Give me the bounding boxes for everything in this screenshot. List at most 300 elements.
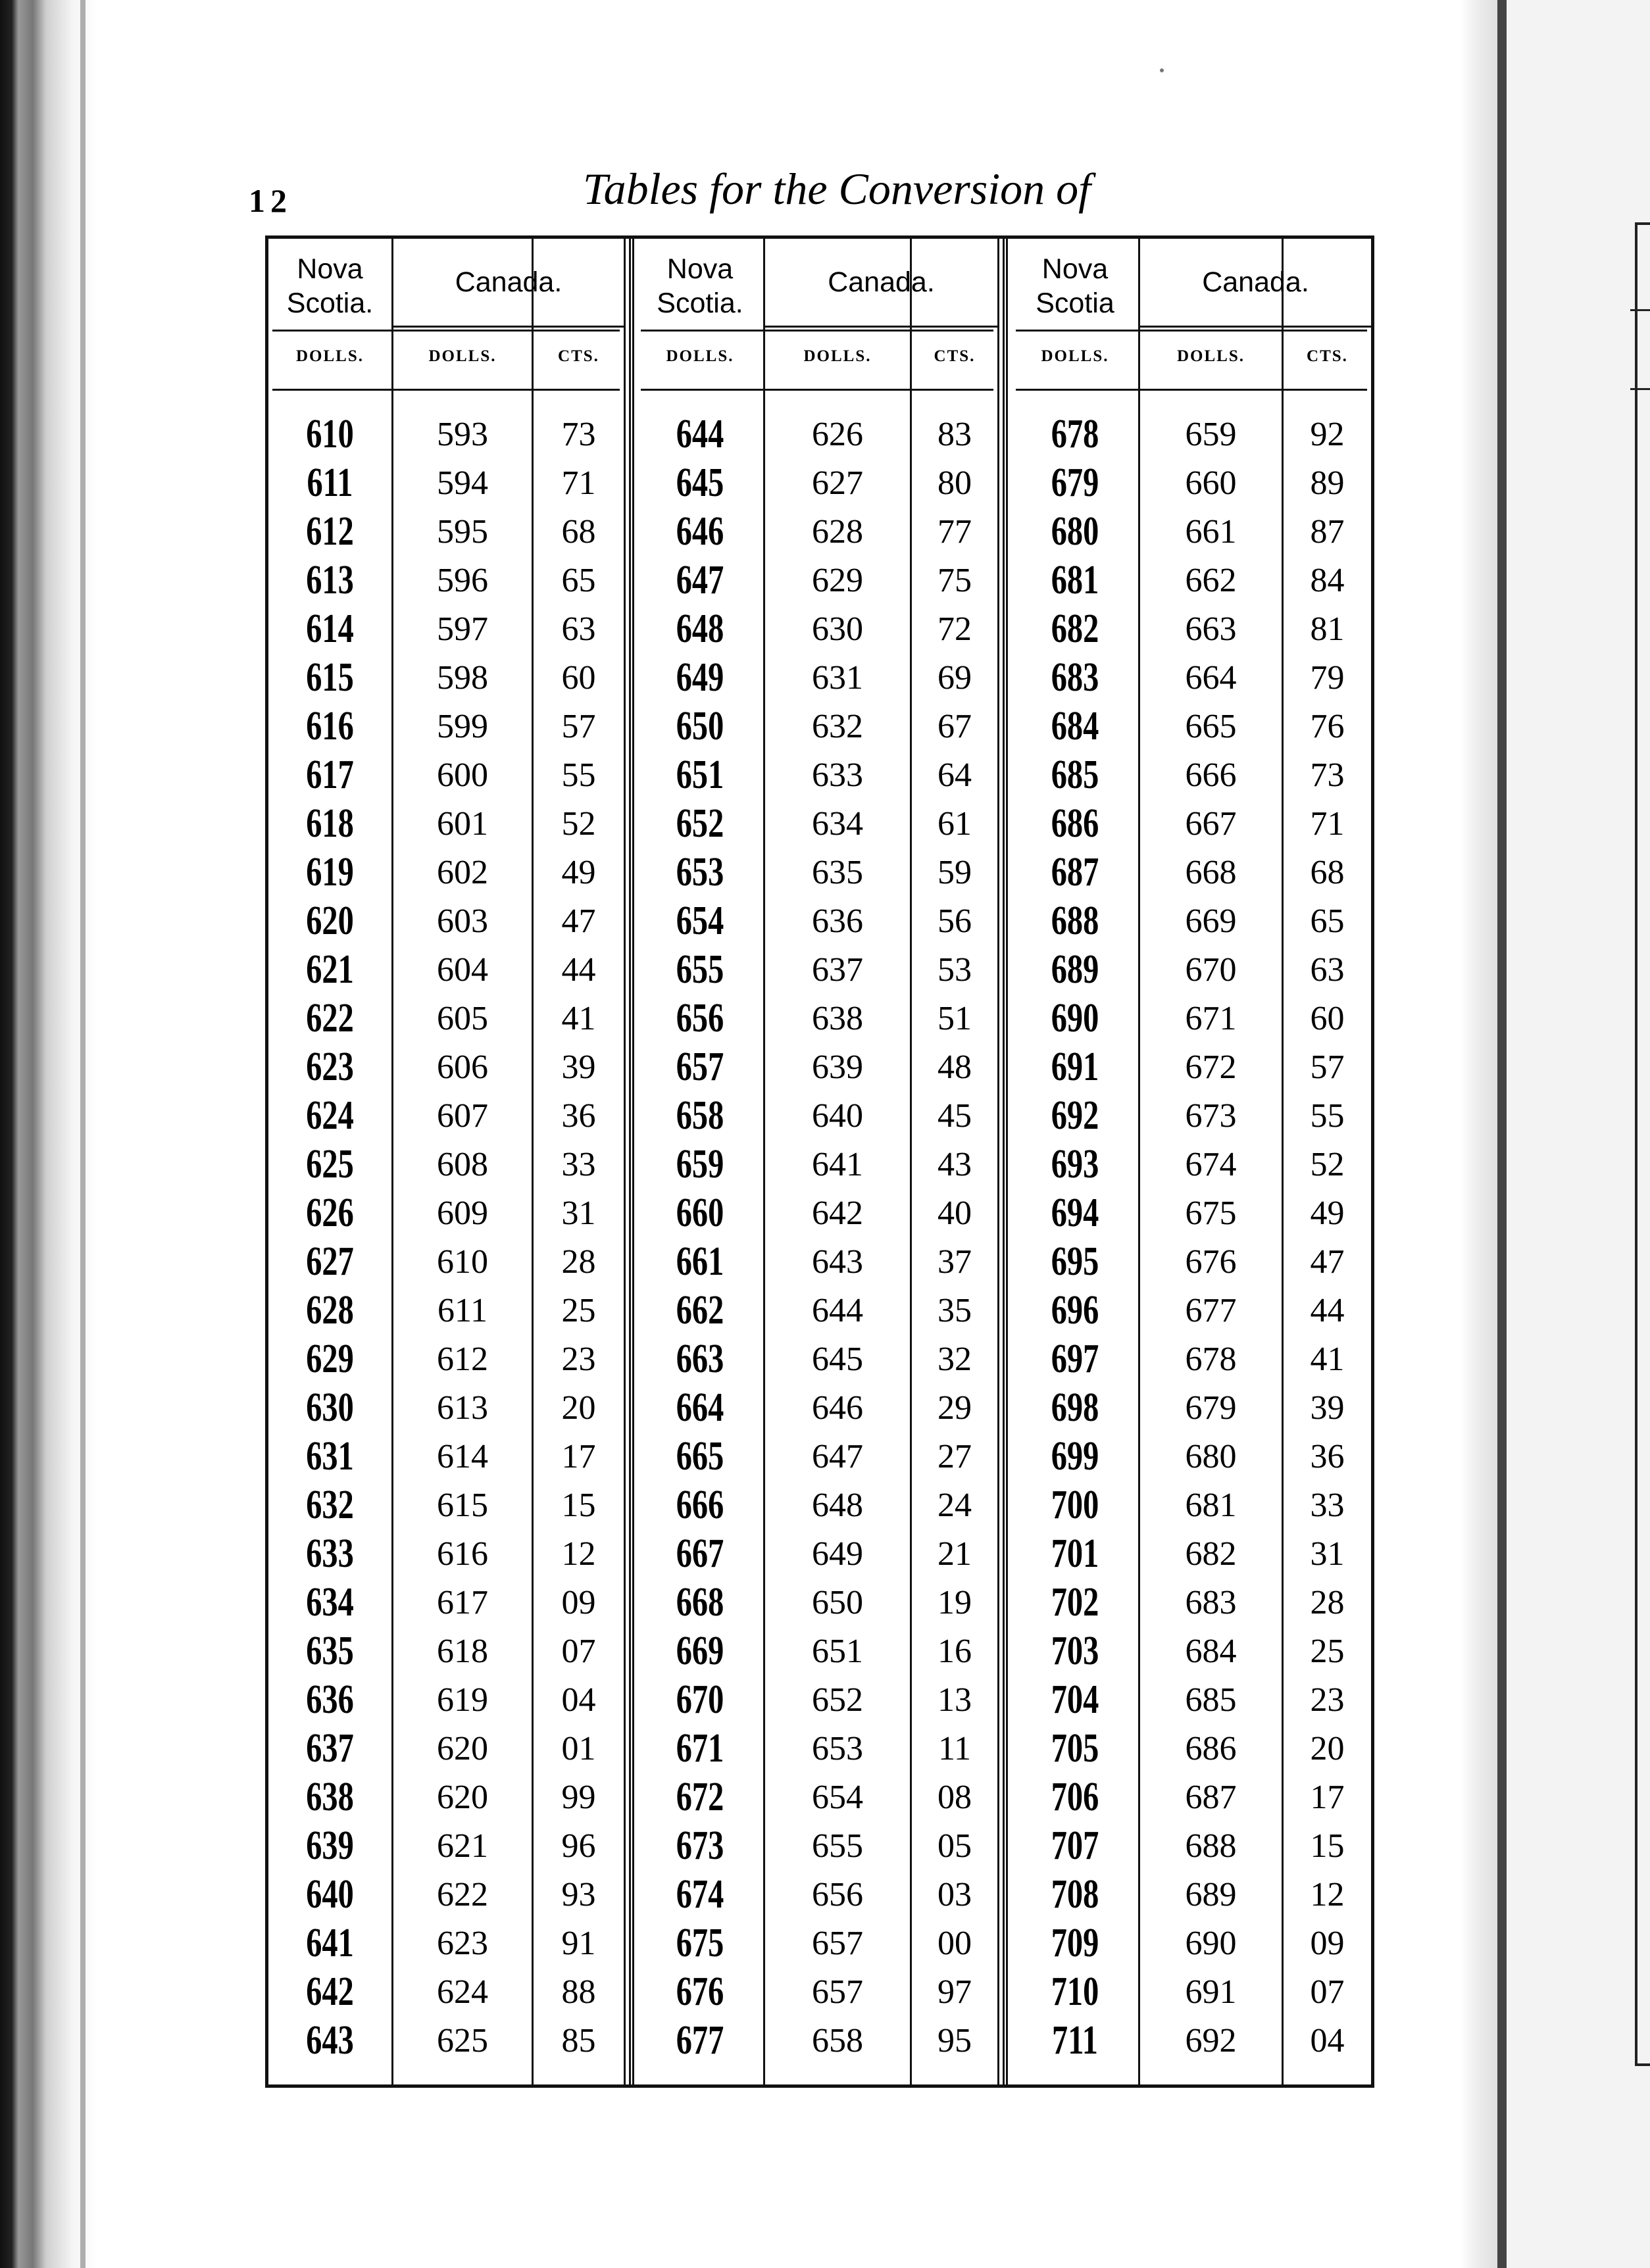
nova-scotia-dollars: 645 — [676, 460, 724, 505]
canada-cents: 76 — [1310, 708, 1345, 745]
nova-scotia-dollars: 650 — [676, 704, 724, 749]
nova-scotia-dollars: 660 — [676, 1191, 724, 1235]
canada-dollars: 676 — [1185, 1243, 1237, 1281]
nova-scotia-dollars: 613 — [306, 558, 354, 603]
canada-cents: 75 — [938, 562, 972, 599]
canada-cents: 11 — [938, 1730, 972, 1767]
canada-cents: 32 — [938, 1341, 972, 1378]
canada-dollars: 623 — [437, 1925, 488, 1962]
canada-dollars: 692 — [1185, 2022, 1237, 2059]
nova-scotia-dollars: 639 — [306, 1823, 354, 1868]
canada-cents: 24 — [938, 1487, 972, 1524]
canada-dollars: 611 — [437, 1292, 488, 1329]
canada-cents: 79 — [1310, 659, 1345, 697]
canada-cents: 28 — [561, 1243, 596, 1281]
canada-dollars: 677 — [1185, 1292, 1237, 1329]
nova-scotia-dollars: 667 — [676, 1531, 724, 1576]
running-title: Tables for the Conversion of — [583, 164, 1091, 214]
canada-dollars: 593 — [437, 416, 488, 453]
canada-dollars: 606 — [437, 1048, 488, 1086]
canada-cents: 88 — [561, 1973, 596, 2011]
canada-cents: 43 — [938, 1146, 972, 1183]
canada-dollars: 679 — [1185, 1389, 1237, 1427]
canada-dollars: 639 — [812, 1048, 863, 1086]
canada-cents: 63 — [561, 610, 596, 648]
canada-dollars: 647 — [812, 1438, 863, 1475]
canada-dollars: 596 — [437, 562, 488, 599]
canada-dollars: 660 — [1185, 464, 1237, 502]
nova-scotia-dollars: 691 — [1051, 1045, 1099, 1089]
nova-scotia-dollars: 630 — [306, 1385, 354, 1430]
nova-scotia-dollars: 665 — [676, 1434, 724, 1479]
nova-scotia-dollars: 690 — [1051, 996, 1099, 1041]
canada-cents: 53 — [938, 951, 972, 989]
canada-cts-label: CTS. — [934, 347, 976, 365]
subheader-rule — [1016, 389, 1367, 391]
nova-scotia-dollars: 611 — [307, 460, 353, 505]
canada-cents: 49 — [561, 854, 596, 891]
canada-cents: 67 — [938, 708, 972, 745]
canada-cents: 55 — [561, 756, 596, 794]
nova-scotia-dollars: 629 — [306, 1337, 354, 1381]
nova-scotia-dollars: 669 — [676, 1629, 724, 1673]
canada-dollars: 605 — [437, 1000, 488, 1037]
canada-dollars: 658 — [812, 2022, 863, 2059]
canada-cents: 17 — [561, 1438, 596, 1475]
canada-cents: 87 — [1310, 513, 1345, 551]
nova-scotia-dollars: 689 — [1051, 947, 1099, 992]
nova-scotia-dollars: 656 — [676, 996, 724, 1041]
canada-dollars: 650 — [812, 1584, 863, 1621]
canada-cents: 21 — [938, 1535, 972, 1573]
canada-cents: 04 — [561, 1681, 596, 1719]
nova-scotia-dollars: 627 — [306, 1239, 354, 1284]
canada-dollars: 681 — [1185, 1487, 1237, 1524]
canada-dolls-label: DOLLS. — [1176, 347, 1245, 365]
nova-scotia-dollars: 617 — [306, 752, 354, 797]
canada-cents: 63 — [1310, 951, 1345, 989]
nova-scotia-dollars: 626 — [306, 1191, 354, 1235]
canada-cents: 56 — [938, 902, 972, 940]
canada-dollars: 680 — [1185, 1438, 1237, 1475]
page-number: 12 — [249, 182, 292, 219]
canada-header-rule — [393, 326, 624, 328]
canada-cents: 00 — [938, 1925, 972, 1962]
nova-scotia-dollars: 681 — [1051, 558, 1099, 603]
canada-dollars: 646 — [812, 1389, 863, 1427]
canada-dollars: 661 — [1185, 513, 1237, 551]
canada-cents: 20 — [1310, 1730, 1345, 1767]
canada-cents: 44 — [561, 951, 596, 989]
canada-dollars: 635 — [812, 854, 863, 891]
nova-scotia-dollars: 694 — [1051, 1191, 1099, 1235]
nova-scotia-dollars: 677 — [676, 2018, 724, 2063]
binding-shadow — [80, 0, 86, 2268]
canada-cents: 40 — [938, 1195, 972, 1232]
canada-dollars: 597 — [437, 610, 488, 648]
canada-dollars: 690 — [1185, 1925, 1237, 1962]
nova-scotia-dollars: 648 — [676, 606, 724, 651]
nova-scotia-dollars: 633 — [306, 1531, 354, 1576]
subheader-rule — [641, 389, 993, 391]
canada-dollars: 608 — [437, 1146, 488, 1183]
nova-scotia-dollars: 631 — [306, 1434, 354, 1479]
canada-dollars: 636 — [812, 902, 863, 940]
canada-dollars: 633 — [812, 756, 863, 794]
canada-cents: 25 — [561, 1292, 596, 1329]
canada-cents: 16 — [938, 1633, 972, 1670]
canada-cents: 57 — [561, 708, 596, 745]
nova-scotia-dollars: 685 — [1051, 752, 1099, 797]
canada-dollars: 667 — [1185, 805, 1237, 843]
canada-cents: 03 — [938, 1876, 972, 1913]
nova-scotia-dollars: 654 — [676, 899, 724, 943]
canada-header-rule — [1140, 326, 1371, 328]
column-rule — [624, 239, 626, 2084]
canada-dollars: 627 — [812, 464, 863, 502]
canada-cents: 48 — [938, 1048, 972, 1086]
canada-dollars: 645 — [812, 1341, 863, 1378]
canada-cents: 89 — [1310, 464, 1345, 502]
canada-cents: 01 — [561, 1730, 596, 1767]
canada-cents: 39 — [561, 1048, 596, 1086]
canada-cents: 39 — [1310, 1389, 1345, 1427]
nova-scotia-dollars: 643 — [306, 2018, 354, 2063]
canada-cents: 69 — [938, 659, 972, 697]
canada-dollars: 616 — [437, 1535, 488, 1573]
page-right-edge — [1497, 0, 1507, 2268]
canada-dollars: 607 — [437, 1097, 488, 1135]
canada-cts-label: CTS. — [1307, 347, 1348, 365]
nova-scotia-dollars: 619 — [306, 850, 354, 895]
canada-dollars: 631 — [812, 659, 863, 697]
canada-dollars: 649 — [812, 1535, 863, 1573]
canada-dollars: 643 — [812, 1243, 863, 1281]
canada-dollars: 632 — [812, 708, 863, 745]
canada-cents: 37 — [938, 1243, 972, 1281]
canada-cents: 33 — [1310, 1487, 1345, 1524]
canada-dollars: 642 — [812, 1195, 863, 1232]
canada-cents: 64 — [938, 756, 972, 794]
canada-dollars: 594 — [437, 464, 488, 502]
canada-dollars: 670 — [1185, 951, 1237, 989]
canada-dollars: 688 — [1185, 1827, 1237, 1865]
canada-cents: 31 — [561, 1195, 596, 1232]
canada-cents: 09 — [561, 1584, 596, 1621]
nova-scotia-dollars: 657 — [676, 1045, 724, 1089]
canada-dollars: 668 — [1185, 854, 1237, 891]
canada-dollars: 626 — [812, 416, 863, 453]
canada-cents: 52 — [1310, 1146, 1345, 1183]
nova-scotia-dollars: 695 — [1051, 1239, 1099, 1284]
header-rule — [272, 330, 620, 332]
nova-scotia-dollars: 636 — [306, 1677, 354, 1722]
ns-dolls-label: DOLLS. — [295, 347, 364, 365]
canada-dollars: 628 — [812, 513, 863, 551]
nova-scotia-dollars: 676 — [676, 1969, 724, 2014]
subheader-rule — [272, 389, 620, 391]
column-rule — [997, 239, 999, 2084]
nova-scotia-dollars: 655 — [676, 947, 724, 992]
nova-scotia-dollars: 640 — [306, 1872, 354, 1917]
nova-scotia-dollars: 704 — [1051, 1677, 1099, 1722]
nova-scotia-dollars: 707 — [1051, 1823, 1099, 1868]
nova-scotia-header: Nova Scotia — [1036, 253, 1114, 319]
nova-scotia-dollars: 622 — [306, 996, 354, 1041]
nova-scotia-dollars: 618 — [306, 801, 354, 846]
nova-scotia-dollars: 659 — [676, 1142, 724, 1187]
nova-scotia-dollars: 693 — [1051, 1142, 1099, 1187]
canada-cents: 04 — [1310, 2022, 1345, 2059]
nova-scotia-dollars: 614 — [306, 606, 354, 651]
nova-scotia-dollars: 703 — [1051, 1629, 1099, 1673]
nova-scotia-dollars: 621 — [306, 947, 354, 992]
nova-scotia-dollars: 625 — [306, 1142, 354, 1187]
nova-scotia-dollars: 684 — [1051, 704, 1099, 749]
nova-scotia-dollars: 673 — [676, 1823, 724, 1868]
canada-header: Canada. — [1202, 266, 1309, 298]
canada-cents: 97 — [938, 1973, 972, 2011]
canada-dollars: 691 — [1185, 1973, 1237, 2011]
canada-header: Canada. — [828, 266, 935, 298]
canada-dollars: 687 — [1185, 1779, 1237, 1816]
nova-scotia-dollars: 628 — [306, 1288, 354, 1333]
group-divider — [1006, 239, 1008, 2084]
nova-scotia-dollars: 709 — [1051, 1921, 1099, 1965]
canada-dollars: 598 — [437, 659, 488, 697]
canada-dollars: 610 — [437, 1243, 488, 1281]
canada-dollars: 599 — [437, 708, 488, 745]
canada-dollars: 664 — [1185, 659, 1237, 697]
canada-dolls-label: DOLLS. — [803, 347, 872, 365]
nova-scotia-dollars: 682 — [1051, 606, 1099, 651]
canada-cents: 41 — [561, 1000, 596, 1037]
canada-dollars: 671 — [1185, 1000, 1237, 1037]
canada-dollars: 640 — [812, 1097, 863, 1135]
canada-dollars: 689 — [1185, 1876, 1237, 1913]
canada-dollars: 666 — [1185, 756, 1237, 794]
canada-cents: 81 — [1310, 610, 1345, 648]
canada-cents: 41 — [1310, 1341, 1345, 1378]
nova-scotia-dollars: 666 — [676, 1483, 724, 1527]
canada-dollars: 601 — [437, 805, 488, 843]
canada-cents: 05 — [938, 1827, 972, 1865]
canada-dollars: 634 — [812, 805, 863, 843]
facing-page-rule — [1630, 309, 1650, 311]
canada-dollars: 609 — [437, 1195, 488, 1232]
canada-cents: 51 — [938, 1000, 972, 1037]
canada-cents: 44 — [1310, 1292, 1345, 1329]
canada-dollars: 656 — [812, 1876, 863, 1913]
canada-dollars: 600 — [437, 756, 488, 794]
nova-scotia-dollars: 700 — [1051, 1483, 1099, 1527]
nova-scotia-dollars: 612 — [306, 509, 354, 554]
nova-scotia-dollars: 646 — [676, 509, 724, 554]
nova-scotia-dollars: 642 — [306, 1969, 354, 2014]
nova-scotia-dollars: 651 — [676, 752, 724, 797]
nova-scotia-dollars: 686 — [1051, 801, 1099, 846]
canada-cents: 73 — [1310, 756, 1345, 794]
canada-dollars: 612 — [437, 1341, 488, 1378]
canada-dollars: 618 — [437, 1633, 488, 1670]
canada-cents: 80 — [938, 464, 972, 502]
canada-dollars: 683 — [1185, 1584, 1237, 1621]
nova-scotia-dollars: 634 — [306, 1580, 354, 1625]
canada-cents: 77 — [938, 513, 972, 551]
canada-cents: 23 — [1310, 1681, 1345, 1719]
nova-scotia-dollars: 661 — [676, 1239, 724, 1284]
nova-scotia-dollars: 632 — [306, 1483, 354, 1527]
nova-scotia-dollars: 620 — [306, 899, 354, 943]
nova-scotia-dollars: 697 — [1051, 1337, 1099, 1381]
canada-cents: 61 — [938, 805, 972, 843]
canada-cents: 27 — [938, 1438, 972, 1475]
nova-scotia-dollars: 641 — [306, 1921, 354, 1965]
canada-cents: 93 — [561, 1876, 596, 1913]
canada-cents: 20 — [561, 1389, 596, 1427]
canada-cents: 85 — [561, 2022, 596, 2059]
canada-cents: 84 — [1310, 562, 1345, 599]
canada-cents: 95 — [938, 2022, 972, 2059]
nova-scotia-dollars: 692 — [1051, 1093, 1099, 1138]
canada-dollars: 620 — [437, 1730, 488, 1767]
canada-dollars: 684 — [1185, 1633, 1237, 1670]
canada-cents: 09 — [1310, 1925, 1345, 1962]
nova-scotia-dollars: 710 — [1051, 1969, 1099, 2014]
canada-cents: 29 — [938, 1389, 972, 1427]
canada-dollars: 619 — [437, 1681, 488, 1719]
canada-cents: 83 — [938, 416, 972, 453]
header-rule — [641, 330, 993, 332]
canada-cents: 68 — [1310, 854, 1345, 891]
canada-cents: 33 — [561, 1146, 596, 1183]
canada-dollars: 621 — [437, 1827, 488, 1865]
nova-scotia-dollars: 671 — [676, 1726, 724, 1771]
canada-dollars: 603 — [437, 902, 488, 940]
canada-dollars: 615 — [437, 1487, 488, 1524]
nova-scotia-header: Nova Scotia. — [657, 253, 743, 319]
canada-dollars: 630 — [812, 610, 863, 648]
canada-cents: 08 — [938, 1779, 972, 1816]
facing-page-rule — [1630, 388, 1650, 390]
canada-dollars: 662 — [1185, 562, 1237, 599]
canada-cents: 47 — [1310, 1243, 1345, 1281]
header-rule — [1016, 330, 1367, 332]
canada-cents: 71 — [1310, 805, 1345, 843]
nova-scotia-dollars: 679 — [1051, 460, 1099, 505]
canada-dollars: 672 — [1185, 1048, 1237, 1086]
nova-scotia-dollars: 675 — [676, 1921, 724, 1965]
canada-dollars: 614 — [437, 1438, 488, 1475]
canada-dollars: 602 — [437, 854, 488, 891]
canada-dollars: 644 — [812, 1292, 863, 1329]
canada-cents: 68 — [561, 513, 596, 551]
canada-cents: 07 — [1310, 1973, 1345, 2011]
conversion-table — [265, 235, 1374, 2088]
canada-cents: 60 — [1310, 1000, 1345, 1037]
facing-page-table-edge — [1635, 222, 1650, 2066]
nova-scotia-dollars: 635 — [306, 1629, 354, 1673]
canada-cents: 91 — [561, 1925, 596, 1962]
canada-dollars: 653 — [812, 1730, 863, 1767]
canada-cts-label: CTS. — [558, 347, 599, 365]
canada-dollars: 625 — [437, 2022, 488, 2059]
nova-scotia-dollars: 680 — [1051, 509, 1099, 554]
canada-dollars: 637 — [812, 951, 863, 989]
nova-scotia-dollars: 615 — [306, 655, 354, 700]
nova-scotia-dollars: 702 — [1051, 1580, 1099, 1625]
nova-scotia-dollars: 708 — [1051, 1872, 1099, 1917]
canada-cents: 19 — [938, 1584, 972, 1621]
canada-dollars: 682 — [1185, 1535, 1237, 1573]
canada-dollars: 655 — [812, 1827, 863, 1865]
canada-dollars: 663 — [1185, 610, 1237, 648]
canada-header-rule — [765, 326, 997, 328]
canada-cents: 47 — [561, 902, 596, 940]
canada-dollars: 674 — [1185, 1146, 1237, 1183]
nova-scotia-dollars: 696 — [1051, 1288, 1099, 1333]
canada-dollars: 685 — [1185, 1681, 1237, 1719]
canada-cents: 12 — [561, 1535, 596, 1573]
canada-cents: 72 — [938, 610, 972, 648]
canada-dollars: 629 — [812, 562, 863, 599]
canada-cents: 31 — [1310, 1535, 1345, 1573]
canada-dollars: 686 — [1185, 1730, 1237, 1767]
canada-cents: 23 — [561, 1341, 596, 1378]
nova-scotia-dollars: 610 — [306, 412, 354, 456]
ns-dolls-label: DOLLS. — [666, 347, 734, 365]
ns-dolls-label: DOLLS. — [1041, 347, 1109, 365]
canada-cents: 52 — [561, 805, 596, 843]
group-divider — [629, 239, 631, 2084]
nova-scotia-dollars: 623 — [306, 1045, 354, 1089]
canada-cents: 17 — [1310, 1779, 1345, 1816]
nova-scotia-dollars: 672 — [676, 1775, 724, 1819]
canada-cents: 36 — [561, 1097, 596, 1135]
canada-dollars: 652 — [812, 1681, 863, 1719]
canada-cents: 12 — [1310, 1876, 1345, 1913]
nova-scotia-dollars: 688 — [1051, 899, 1099, 943]
paper-speck — [1160, 68, 1164, 72]
canada-dollars: 622 — [437, 1876, 488, 1913]
canada-dollars: 604 — [437, 951, 488, 989]
nova-scotia-header: Nova Scotia. — [286, 253, 374, 319]
group-divider — [632, 239, 634, 2084]
nova-scotia-dollars: 647 — [676, 558, 724, 603]
canada-dollars: 669 — [1185, 902, 1237, 940]
canada-cents: 45 — [938, 1097, 972, 1135]
nova-scotia-dollars: 662 — [676, 1288, 724, 1333]
canada-dollars: 675 — [1185, 1195, 1237, 1232]
canada-cents: 49 — [1310, 1195, 1345, 1232]
canada-dollars: 595 — [437, 513, 488, 551]
canada-cents: 28 — [1310, 1584, 1345, 1621]
nova-scotia-dollars: 683 — [1051, 655, 1099, 700]
canada-cents: 55 — [1310, 1097, 1345, 1135]
nova-scotia-dollars: 652 — [676, 801, 724, 846]
canada-dollars: 651 — [812, 1633, 863, 1670]
nova-scotia-dollars: 678 — [1051, 412, 1099, 456]
canada-cents: 35 — [938, 1292, 972, 1329]
canada-cents: 60 — [561, 659, 596, 697]
canada-dollars: 613 — [437, 1389, 488, 1427]
canada-dolls-label: DOLLS. — [428, 347, 497, 365]
nova-scotia-dollars: 706 — [1051, 1775, 1099, 1819]
nova-scotia-dollars: 663 — [676, 1337, 724, 1381]
nova-scotia-dollars: 653 — [676, 850, 724, 895]
canada-dollars: 624 — [437, 1973, 488, 2011]
nova-scotia-dollars: 644 — [676, 412, 724, 456]
